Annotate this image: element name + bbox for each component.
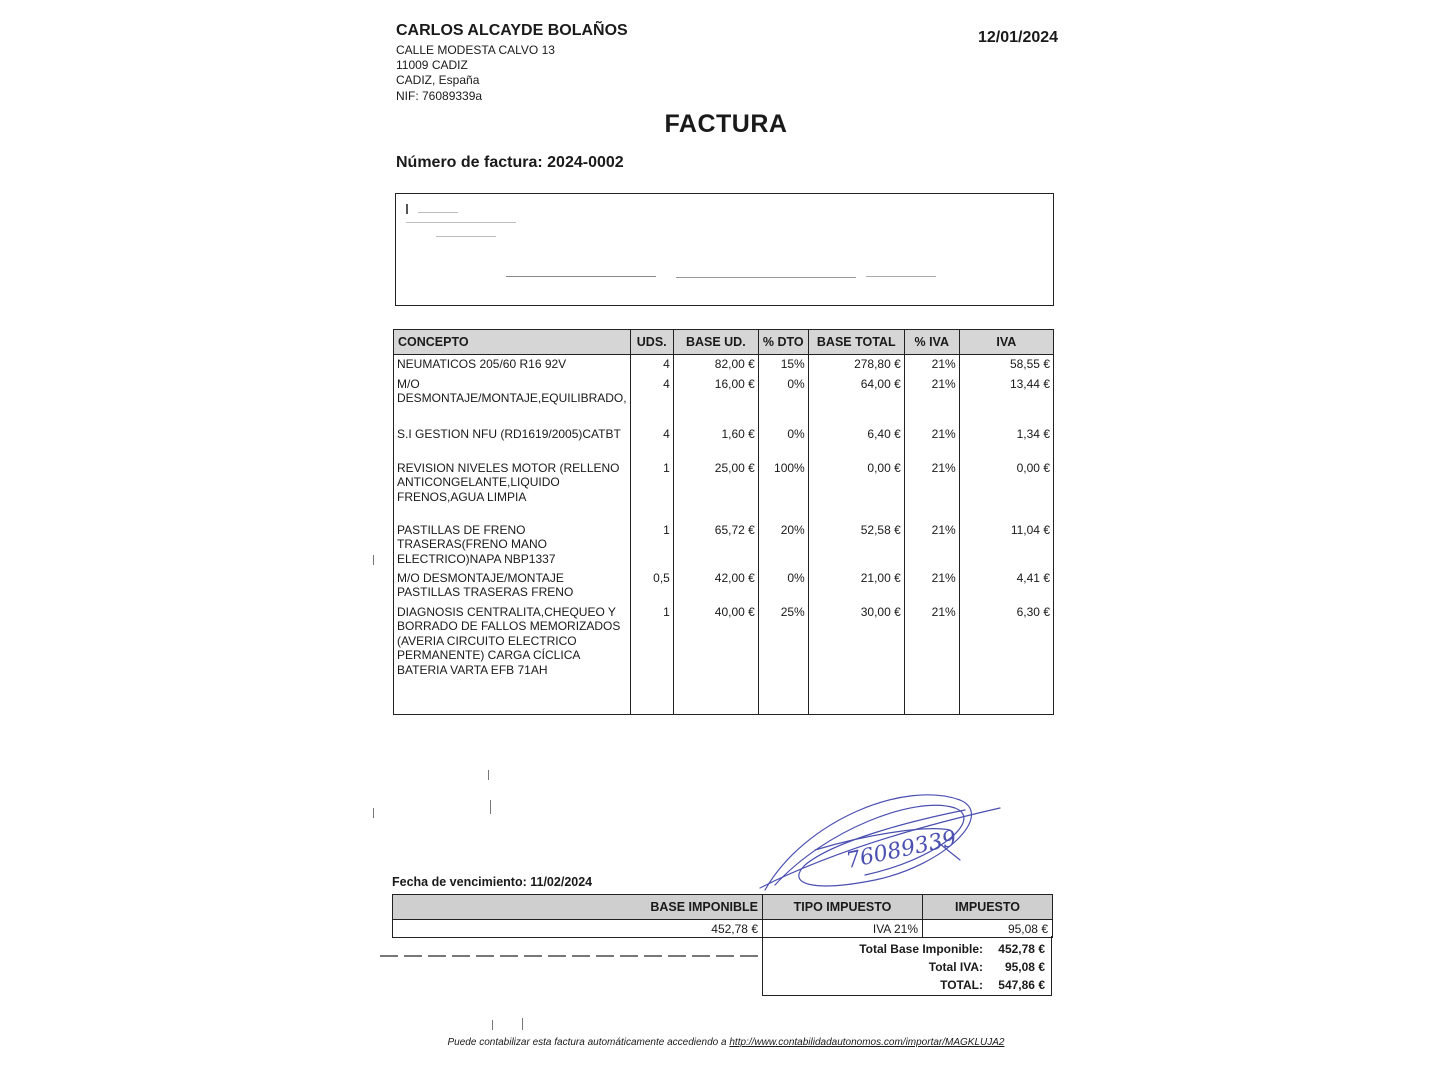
row-uds: 4	[630, 425, 673, 459]
row-base-total: 278,80 €	[808, 355, 904, 375]
issuer-name: CARLOS ALCAYDE BOLAÑOS	[396, 22, 628, 39]
invoice-number-line	[396, 154, 624, 172]
items-table	[393, 329, 1054, 715]
row-uds: 4	[630, 355, 673, 375]
total-iva-label: Total IVA:	[928, 960, 983, 974]
row-iva: 6,30 €	[959, 603, 1053, 715]
total-base-label: Total Base Imponible:	[859, 942, 983, 956]
row-iva: 58,55 €	[959, 355, 1053, 375]
row-iva: 1,34 €	[959, 425, 1053, 459]
row-base-ud: 82,00 €	[673, 355, 758, 375]
table-row	[394, 375, 1054, 425]
row-base-ud: 16,00 €	[673, 375, 758, 425]
tax-base: 452,78 €	[393, 920, 763, 938]
redaction-mark	[406, 204, 408, 214]
row-base-total: 6,40 €	[808, 425, 904, 459]
row-dto: 0%	[758, 375, 808, 425]
scan-artifact	[380, 955, 760, 957]
row-concept: NEUMATICOS 205/60 R16 92V	[394, 355, 631, 375]
signature-text: 76089339	[844, 826, 959, 874]
row-uds: 4	[630, 375, 673, 425]
header-iva-pct: % IVA	[904, 330, 959, 355]
redaction-mark	[406, 222, 516, 223]
table-row	[394, 425, 1054, 459]
header-base-total: BASE TOTAL	[808, 330, 904, 355]
due-date: 11/02/2024	[530, 875, 593, 889]
table-row	[394, 459, 1054, 521]
row-iva-pct: 21%	[904, 425, 959, 459]
redaction-mark	[866, 276, 936, 277]
row-base-total: 52,58 €	[808, 521, 904, 569]
row-iva-pct: 21%	[904, 355, 959, 375]
row-base-ud: 42,00 €	[673, 569, 758, 603]
row-concept: S.I GESTION NFU (RD1619/2005)CATBT	[394, 425, 631, 459]
row-concept: M/O DESMONTAJE/MONTAJE,EQUILIBRADO,	[394, 375, 631, 425]
row-base-ud: 40,00 €	[673, 603, 758, 715]
row-iva: 0,00 €	[959, 459, 1053, 521]
invoice-number-label: Número de factura:	[396, 154, 543, 171]
row-base-total: 30,00 €	[808, 603, 904, 715]
row-uds: 1	[630, 521, 673, 569]
header-concepto: CONCEPTO	[394, 330, 631, 355]
header-base-ud: BASE UD.	[673, 330, 758, 355]
scan-artifact	[490, 800, 491, 814]
summary-total-iva	[929, 960, 1045, 974]
row-base-total: 64,00 €	[808, 375, 904, 425]
row-iva-pct: 21%	[904, 569, 959, 603]
row-iva: 11,04 €	[959, 521, 1053, 569]
row-dto: 15%	[758, 355, 808, 375]
tax-impuesto: 95,08 €	[923, 920, 1053, 938]
table-row	[394, 521, 1054, 569]
header-iva: IVA	[959, 330, 1053, 355]
summary-box	[762, 936, 1052, 996]
row-base-ud: 1,60 €	[673, 425, 758, 459]
items-header-row	[394, 330, 1054, 355]
due-date-line	[392, 875, 592, 889]
row-dto: 0%	[758, 425, 808, 459]
issuer-address: CALLE MODESTA CALVO 13	[396, 43, 555, 57]
redaction-mark	[418, 212, 458, 213]
row-base-total: 21,00 €	[808, 569, 904, 603]
header-tipo-impuesto: TIPO IMPUESTO	[763, 895, 923, 920]
issuer-postal-city: 11009 CADIZ	[396, 58, 468, 72]
footer	[0, 1037, 1440, 1048]
row-iva: 13,44 €	[959, 375, 1053, 425]
summary-total-base	[859, 942, 1045, 956]
row-dto: 25%	[758, 603, 808, 715]
issuer-nif: NIF: 76089339a	[396, 89, 483, 103]
row-uds: 1	[630, 603, 673, 715]
table-row	[394, 355, 1054, 375]
header-impuesto: IMPUESTO	[923, 895, 1053, 920]
header-base-imponible: BASE IMPONIBLE	[393, 895, 763, 920]
document-title: FACTURA	[664, 110, 788, 138]
redaction-mark	[436, 236, 496, 237]
row-dto: 100%	[758, 459, 808, 521]
row-base-total: 0,00 €	[808, 459, 904, 521]
issuer-region-country: CADIZ, España	[396, 73, 480, 87]
row-dto: 0%	[758, 569, 808, 603]
table-row	[394, 569, 1054, 603]
row-iva-pct: 21%	[904, 521, 959, 569]
row-concept: M/O DESMONTAJE/MONTAJE PASTILLAS TRASERAS FRENO	[394, 569, 631, 603]
redaction-mark	[676, 277, 856, 278]
footer-link[interactable]: http://www.contabilidadautonomos.com/importar/MAGKLUJA2	[729, 1037, 1005, 1048]
row-uds: 0,5	[630, 569, 673, 603]
redaction-mark	[506, 276, 656, 277]
scan-artifact	[373, 555, 374, 565]
total-iva-value: 95,08 €	[1004, 960, 1045, 974]
header-uds: UDS.	[630, 330, 673, 355]
footer-text: Puede contabilizar esta factura automáticamente accediendo a	[447, 1037, 727, 1048]
scan-artifact	[488, 770, 489, 780]
total-value: 547,86 €	[998, 978, 1045, 992]
summary-total	[940, 978, 1045, 992]
tax-tipo: IVA 21%	[763, 920, 923, 938]
invoice-number: 2024-0002	[547, 154, 624, 171]
total-label: TOTAL:	[940, 978, 983, 992]
client-box	[395, 193, 1054, 306]
row-base-ud: 25,00 €	[673, 459, 758, 521]
total-base-value: 452,78 €	[998, 942, 1045, 956]
scan-artifact	[492, 1020, 493, 1030]
tax-table	[392, 894, 1053, 938]
table-row	[394, 603, 1054, 715]
scan-artifact	[373, 808, 374, 818]
header-dto: % DTO	[758, 330, 808, 355]
row-uds: 1	[630, 459, 673, 521]
tax-header-row	[393, 895, 1053, 920]
due-date-label: Fecha de vencimiento:	[392, 875, 527, 889]
scan-artifact	[522, 1018, 523, 1030]
row-iva: 4,41 €	[959, 569, 1053, 603]
row-concept: PASTILLAS DE FRENO TRASERAS(FRENO MANO ELECTRICO)NAPA NBP1337	[394, 521, 631, 569]
row-concept: DIAGNOSIS CENTRALITA,CHEQUEO Y BORRADO DE FALLOS MEMORIZADOS (AVERIA CIRCUITO ELECTRICO PERMANENTE) CARGA CÍCLICA BATERIA VARTA EFB 71AH	[394, 603, 631, 715]
tax-row	[393, 920, 1053, 938]
row-iva-pct: 21%	[904, 375, 959, 425]
row-base-ud: 65,72 €	[673, 521, 758, 569]
row-iva-pct: 21%	[904, 459, 959, 521]
row-iva-pct: 21%	[904, 603, 959, 715]
signature-image	[745, 780, 1005, 900]
issue-date: 12/01/2024	[978, 29, 1059, 46]
row-dto: 20%	[758, 521, 808, 569]
row-concept: REVISION NIVELES MOTOR (RELLENO ANTICONGELANTE,LIQUIDO FRENOS,AGUA LIMPIA	[394, 459, 631, 521]
